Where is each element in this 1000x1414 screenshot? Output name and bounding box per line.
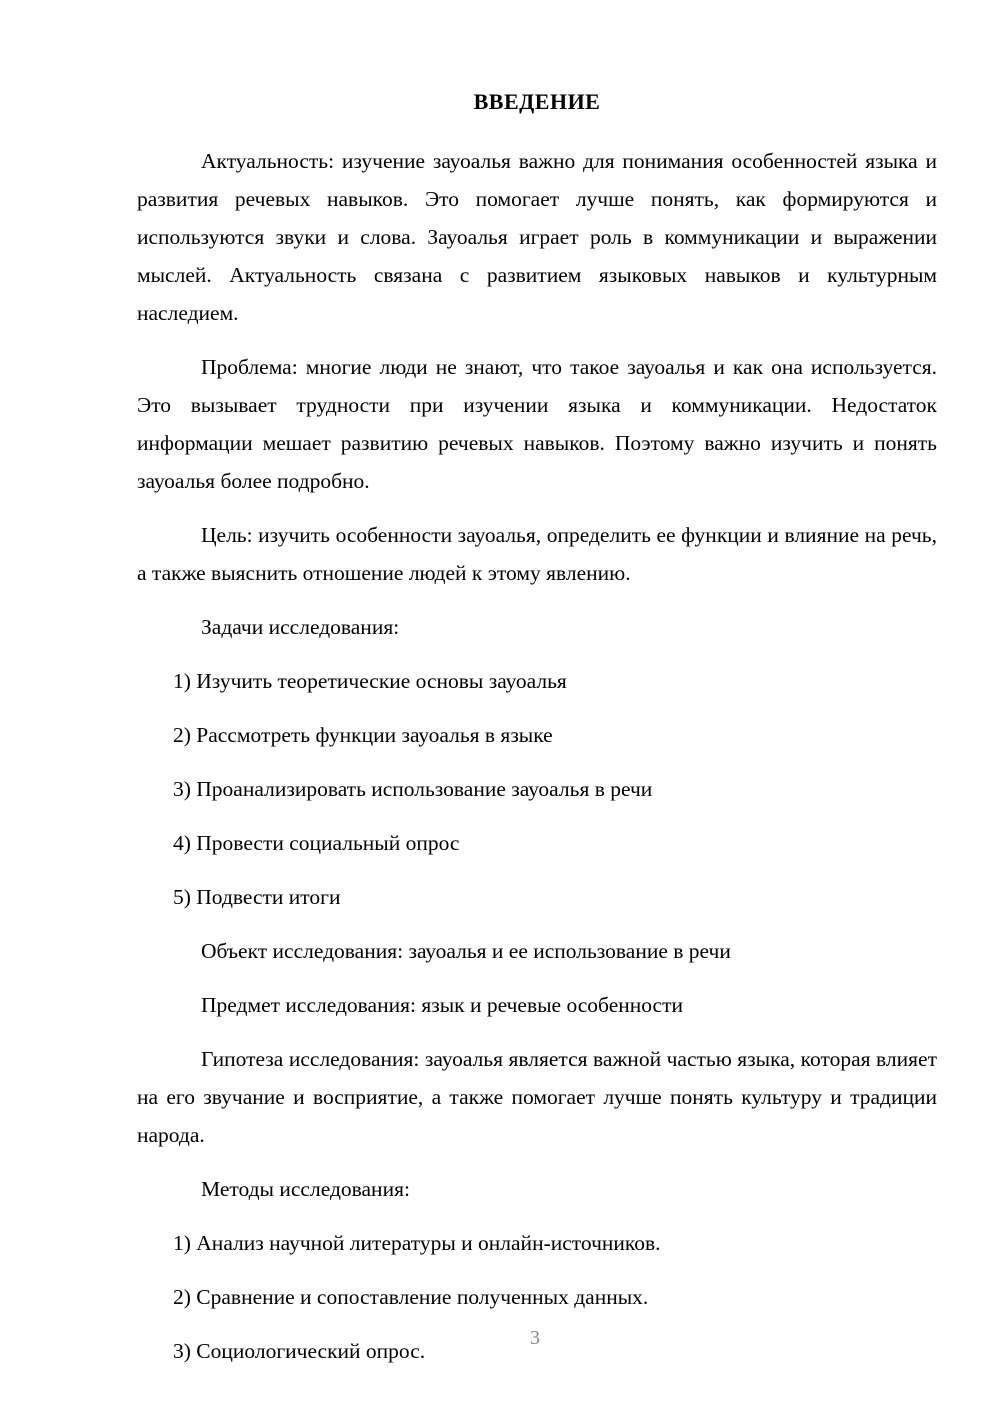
paragraph-hypothesis: Гипотеза исследования: зауоалья является важной частью языка, которая влияет на его звучание и восприятие, а также помогает лучше понять культуру и традиции народа. (137, 1046, 937, 1147)
list-item: 1) Изучить теоретические основы зауоалья (173, 668, 567, 693)
list-item: 2) Сравнение и сопоставление полученных данных. (173, 1284, 649, 1309)
methods-heading: Методы исследования: (201, 1176, 410, 1201)
paragraph-subject: Предмет исследования: язык и речевые особенности (201, 992, 683, 1017)
list-item: 3) Социологический опрос. (173, 1338, 426, 1363)
page-number-value: 3 (530, 1327, 540, 1349)
tasks-heading: Задачи исследования: (201, 614, 400, 639)
list-item: 5) Подвести итоги (173, 884, 341, 909)
page-number-footer (0, 1327, 1000, 1350)
list-item: 1) Анализ научной литературы и онлайн-источников. (173, 1230, 661, 1255)
list-item: 4) Провести социальный опрос (173, 830, 460, 855)
list-item: 3) Проанализировать использование зауоалья в речи (173, 776, 653, 801)
paragraph-problem: Проблема: многие люди не знают, что такое зауоалья и как она используется. Это вызывает трудности при изучении языка и коммуникации. Недостаток информации мешает развитию речевых навыков. Поэтому важно изучить и понять зауоалья более подробно. (137, 354, 937, 493)
paragraph-object: Объект исследования: зауоалья и ее использование в речи (201, 938, 731, 963)
paragraph-relevance: Актуальность: изучение зауоалья важно для понимания особенностей языка и развития речевых навыков. Это помогает лучше понять, как формируются и используются звуки и слова. Зауоалья играет роль в коммуникации и выражении мыслей. Актуальность связана с развитием языковых навыков и культурным наследием. (137, 148, 937, 325)
tasks-list (137, 662, 937, 916)
paragraph-goal: Цель: изучить особенности зауоалья, определить ее функции и влияние на речь, а также выяснить отношение людей к этому явлению. (137, 522, 937, 585)
list-item: 2) Рассмотреть функции зауоалья в языке (173, 722, 553, 747)
page-title: ВВЕДЕНИЕ (473, 89, 601, 114)
document-body (137, 88, 937, 1386)
